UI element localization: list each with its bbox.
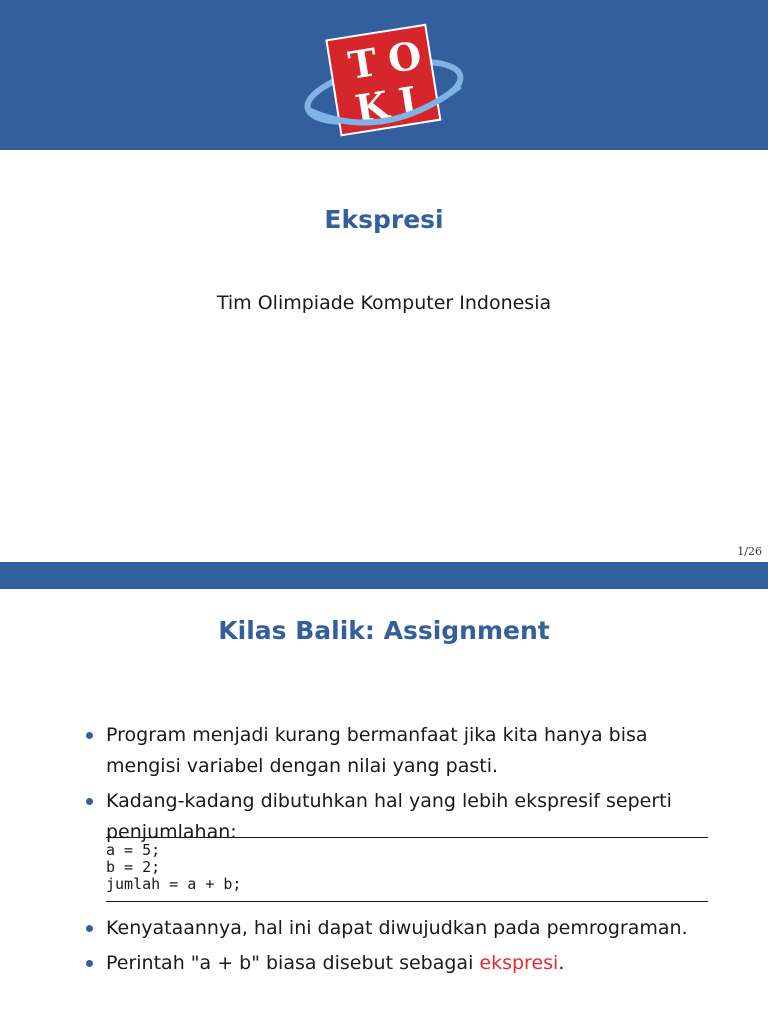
code-line: jumlah = a + b;	[106, 875, 242, 893]
bullet-list-continued	[84, 913, 724, 979]
bullet-dot-icon	[86, 732, 93, 739]
bullet-dot-icon	[86, 960, 93, 967]
page-number: 1/26	[737, 545, 762, 558]
slide-divider-band	[0, 562, 768, 589]
bullet-text: Kadang-kadang dibutuhkan hal yang lebih ekspresif seperti penjumlahan:	[106, 790, 672, 843]
highlighted-term: ekspresi	[479, 952, 559, 974]
bullet-item	[84, 720, 724, 782]
logo-letter-k: K	[352, 81, 392, 132]
bullet-text: Program menjadi kurang bermanfaat jika kita hanya bisa mengisi variabel dengan nilai yang pasti.	[106, 724, 648, 777]
bullet-dot-icon	[86, 798, 93, 805]
bullet-item	[84, 948, 724, 979]
bullet-text-prefix: Perintah "a + b" biasa disebut sebagai	[106, 952, 480, 974]
logo-letter-t: T	[345, 39, 381, 89]
code-line: a = 5;	[106, 841, 161, 859]
slide-author: Tim Olimpiade Komputer Indonesia	[216, 292, 552, 314]
code-line: b = 2;	[106, 858, 161, 876]
bullet-list	[84, 720, 724, 848]
toki-logo	[300, 22, 468, 150]
slide-title: Ekspresi	[324, 205, 444, 234]
bullet-text: Kenyataannya, hal ini dapat diwujudkan pada pemrograman.	[106, 917, 688, 939]
bullet-item	[84, 913, 724, 944]
bullet-text-suffix: .	[558, 952, 565, 974]
code-block	[106, 837, 708, 902]
logo-letter-o: O	[384, 32, 425, 82]
logo-letter-i: I	[395, 77, 421, 125]
bullet-dot-icon	[86, 925, 93, 932]
slide-title-2: Kilas Balik: Assignment	[218, 616, 550, 645]
